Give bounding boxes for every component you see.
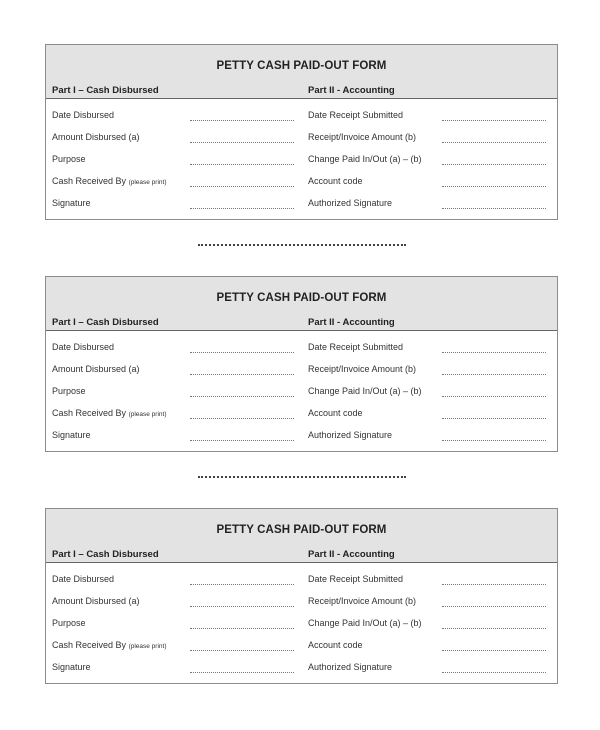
cash-received-by-label [52, 176, 167, 186]
part1-label: Part I – Cash Disbursed [52, 85, 159, 96]
cash-received-by-line[interactable] [190, 186, 294, 187]
purpose-label: Purpose [52, 154, 86, 164]
part2-label: Part II - Accounting [308, 85, 395, 96]
authorized-signature-line[interactable] [442, 440, 546, 441]
cut-line-separator [198, 244, 406, 246]
authorized-signature-label: Authorized Signature [308, 430, 393, 440]
change-paid-line[interactable] [442, 628, 546, 629]
date-disbursed-label: Date Disbursed [52, 574, 115, 584]
amount-disbursed-label: Amount Disbursed (a) [52, 132, 140, 142]
cash-received-by-text: Cash Received By [52, 408, 127, 418]
field-row-signature [46, 662, 557, 680]
signature-label: Signature [52, 662, 91, 672]
change-paid-label: Change Paid In/Out (a) – (b) [308, 386, 422, 396]
field-row-cash-received [46, 640, 557, 658]
cash-received-by-label [52, 640, 167, 650]
cash-received-by-label [52, 408, 167, 418]
receipt-invoice-amount-label: Receipt/Invoice Amount (b) [308, 596, 417, 606]
purpose-label: Purpose [52, 386, 86, 396]
cash-received-by-text: Cash Received By [52, 176, 127, 186]
authorized-signature-label: Authorized Signature [308, 662, 393, 672]
date-disbursed-label: Date Disbursed [52, 110, 115, 120]
date-disbursed-line[interactable] [190, 352, 294, 353]
please-print-note: (please print) [128, 179, 167, 186]
please-print-note: (please print) [128, 411, 167, 418]
receipt-invoice-amount-line[interactable] [442, 606, 546, 607]
form-header [46, 277, 557, 331]
cash-received-by-line[interactable] [190, 650, 294, 651]
form-title: PETTY CASH PAID-OUT FORM [216, 60, 387, 72]
receipt-invoice-amount-label: Receipt/Invoice Amount (b) [308, 132, 417, 142]
field-row-signature [46, 430, 557, 448]
form-rows [46, 331, 557, 451]
part2-label: Part II - Accounting [308, 317, 395, 328]
date-receipt-submitted-line[interactable] [442, 120, 546, 121]
account-code-line[interactable] [442, 418, 546, 419]
purpose-line[interactable] [190, 628, 294, 629]
change-paid-line[interactable] [442, 396, 546, 397]
field-row-cash-received [46, 408, 557, 426]
petty-cash-form-2 [45, 276, 558, 452]
form-title: PETTY CASH PAID-OUT FORM [216, 292, 387, 304]
field-row-amount [46, 132, 557, 150]
field-row-signature [46, 198, 557, 216]
date-receipt-submitted-label: Date Receipt Submitted [308, 342, 404, 352]
date-receipt-submitted-line[interactable] [442, 352, 546, 353]
field-row-amount [46, 364, 557, 382]
signature-line[interactable] [190, 672, 294, 673]
field-row-date [46, 342, 557, 360]
petty-cash-form-3 [45, 508, 558, 684]
account-code-line[interactable] [442, 650, 546, 651]
date-disbursed-line[interactable] [190, 120, 294, 121]
signature-label: Signature [52, 198, 91, 208]
authorized-signature-line[interactable] [442, 672, 546, 673]
form-rows [46, 99, 557, 219]
field-row-purpose [46, 618, 557, 636]
form-rows [46, 563, 557, 683]
signature-line[interactable] [190, 440, 294, 441]
field-row-cash-received [46, 176, 557, 194]
part2-label: Part II - Accounting [308, 549, 395, 560]
date-receipt-submitted-label: Date Receipt Submitted [308, 110, 404, 120]
form-header [46, 509, 557, 563]
change-paid-label: Change Paid In/Out (a) – (b) [308, 618, 422, 628]
part1-label: Part I – Cash Disbursed [52, 549, 159, 560]
authorized-signature-label: Authorized Signature [308, 198, 393, 208]
part1-label: Part I – Cash Disbursed [52, 317, 159, 328]
please-print-note: (please print) [128, 643, 167, 650]
cash-received-by-line[interactable] [190, 418, 294, 419]
signature-label: Signature [52, 430, 91, 440]
cash-received-by-text: Cash Received By [52, 640, 127, 650]
receipt-invoice-amount-label: Receipt/Invoice Amount (b) [308, 364, 417, 374]
purpose-line[interactable] [190, 396, 294, 397]
field-row-purpose [46, 386, 557, 404]
receipt-invoice-amount-line[interactable] [442, 142, 546, 143]
receipt-invoice-amount-line[interactable] [442, 374, 546, 375]
amount-disbursed-line[interactable] [190, 142, 294, 143]
account-code-label: Account code [308, 176, 363, 186]
amount-disbursed-line[interactable] [190, 374, 294, 375]
purpose-line[interactable] [190, 164, 294, 165]
account-code-label: Account code [308, 408, 363, 418]
date-disbursed-label: Date Disbursed [52, 342, 115, 352]
form-title: PETTY CASH PAID-OUT FORM [216, 524, 387, 536]
change-paid-label: Change Paid In/Out (a) – (b) [308, 154, 422, 164]
purpose-label: Purpose [52, 618, 86, 628]
date-receipt-submitted-label: Date Receipt Submitted [308, 574, 404, 584]
field-row-date [46, 574, 557, 592]
account-code-line[interactable] [442, 186, 546, 187]
cut-line-separator [198, 476, 406, 478]
authorized-signature-line[interactable] [442, 208, 546, 209]
field-row-date [46, 110, 557, 128]
signature-line[interactable] [190, 208, 294, 209]
amount-disbursed-label: Amount Disbursed (a) [52, 596, 140, 606]
field-row-amount [46, 596, 557, 614]
date-receipt-submitted-line[interactable] [442, 584, 546, 585]
form-header [46, 45, 557, 99]
change-paid-line[interactable] [442, 164, 546, 165]
amount-disbursed-line[interactable] [190, 606, 294, 607]
petty-cash-form-1 [45, 44, 558, 220]
account-code-label: Account code [308, 640, 363, 650]
field-row-purpose [46, 154, 557, 172]
date-disbursed-line[interactable] [190, 584, 294, 585]
amount-disbursed-label: Amount Disbursed (a) [52, 364, 140, 374]
